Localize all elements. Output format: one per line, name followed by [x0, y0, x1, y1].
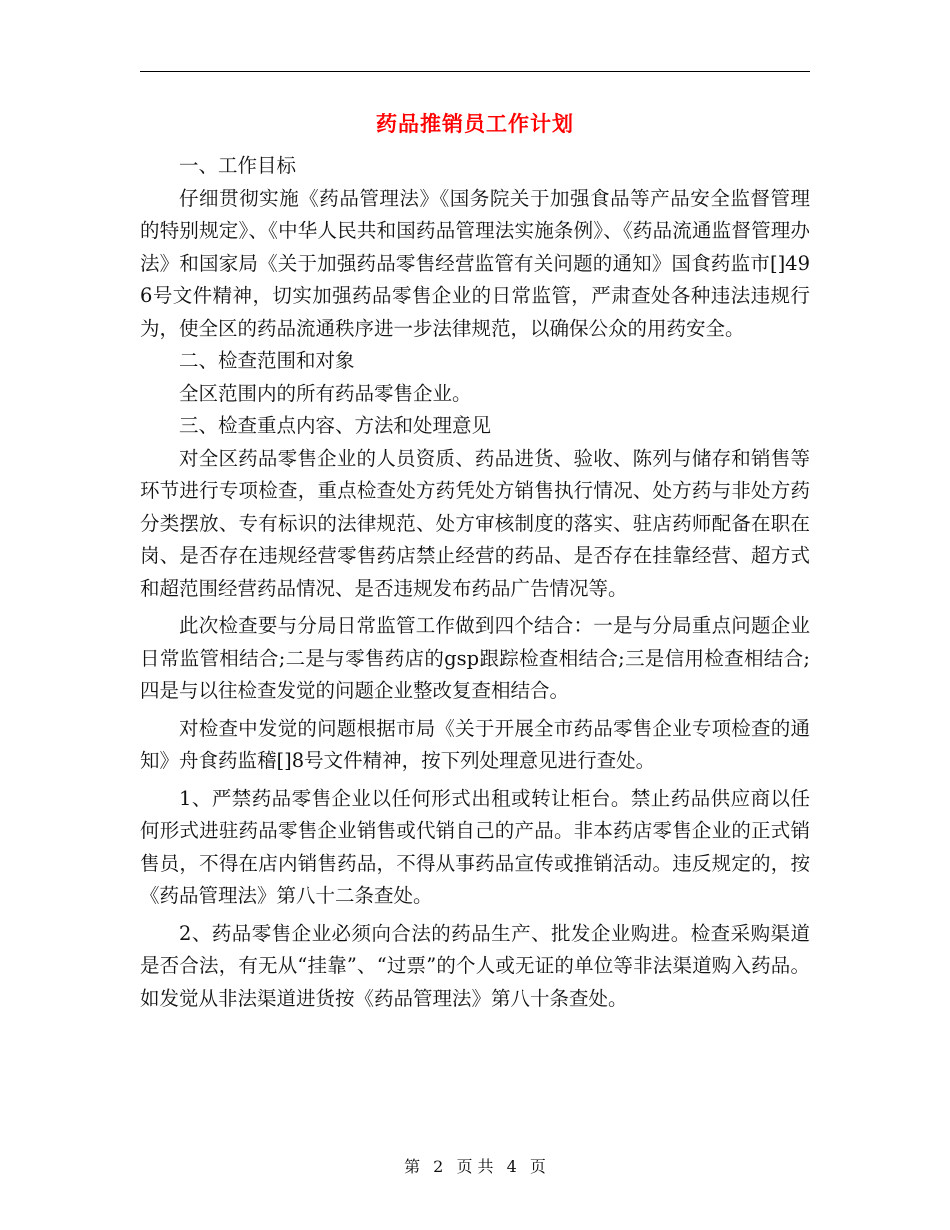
- document-body: [140, 150, 810, 1015]
- footer-mid: 页 共: [456, 1157, 494, 1176]
- paragraph: 对检查中发觉的问题根据市局《关于开展全市药品零售企业专项检查的通知》舟食药监稽[]8号文件精神，按下列处理意见进行查处。: [140, 716, 810, 772]
- footer-page-total: 4: [506, 1157, 517, 1176]
- footer-prefix: 第: [404, 1157, 421, 1176]
- paragraph: 全区范围内的所有药品零售企业。: [179, 381, 472, 405]
- paragraph: 二、检查范围和对象: [179, 349, 355, 372]
- paragraph: 三、检查重点内容、方法和处理意见: [179, 414, 492, 437]
- footer-page-number: 2: [433, 1157, 444, 1176]
- paragraph: 2、药品零售企业必须向合法的药品生产、批发企业购进。检查采购渠道是否合法，有无从“挂靠”、“过票”的个人或无证的单位等非法渠道购入药品。如发觉从非法渠道进货按《药品管理法》第八十条查处。: [140, 921, 810, 1010]
- paragraph: 此次检查要与分局日常监管工作做到四个结合：一是与分局重点问题企业日常监管相结合;二是与零售药店的gsp跟踪检查相结合;三是信用检查相结合;四是与以往检查发觉的问题企业整改复查相结合。: [140, 614, 810, 702]
- paragraph: 仔细贯彻实施《药品管理法》《国务院关于加强食品等产品安全监督管理的特别规定》、《中华人民共和国药品管理法实施条例》、《药品流通监督管理办法》和国家局《关于加强药品零售经营监管有关问题的通知》国食药监市[]496号文件精神，切实加强药品零售企业的日常监管，严肃查处各种违法违规行为，使全区的药品流通秩序进一步法律规范，以确保公众的用药安全。: [140, 186, 810, 340]
- header-rule: [140, 71, 810, 72]
- page-footer: [0, 1154, 950, 1177]
- paragraph: 1、严禁药品零售企业以任何形式出租或转让柜台。禁止药品供应商以任何形式进驻药品零售企业销售或代销自己的产品。非本药店零售企业的正式销售员，不得在店内销售药品，不得从事药品宣传或推销活动。违反规定的，按《药品管理法》第八十二条查处。: [140, 786, 810, 907]
- document-title: 药品推销员工作计划: [376, 111, 574, 136]
- paragraph: 一、工作目标: [179, 154, 297, 177]
- footer-suffix: 页: [529, 1157, 546, 1176]
- paragraph: 对全区药品零售企业的人员资质、药品进货、验收、陈列与储存和销售等环节进行专项检查，重点检查处方药凭处方销售执行情况、处方药与非处方药分类摆放、专有标识的法律规范、处方审核制度的落实、驻店药师配备在职在岗、是否存在违规经营零售药店禁止经营的药品、是否存在挂靠经营、超方式和超范围经营药品情况、是否违规发布药品广告情况等。: [140, 446, 810, 600]
